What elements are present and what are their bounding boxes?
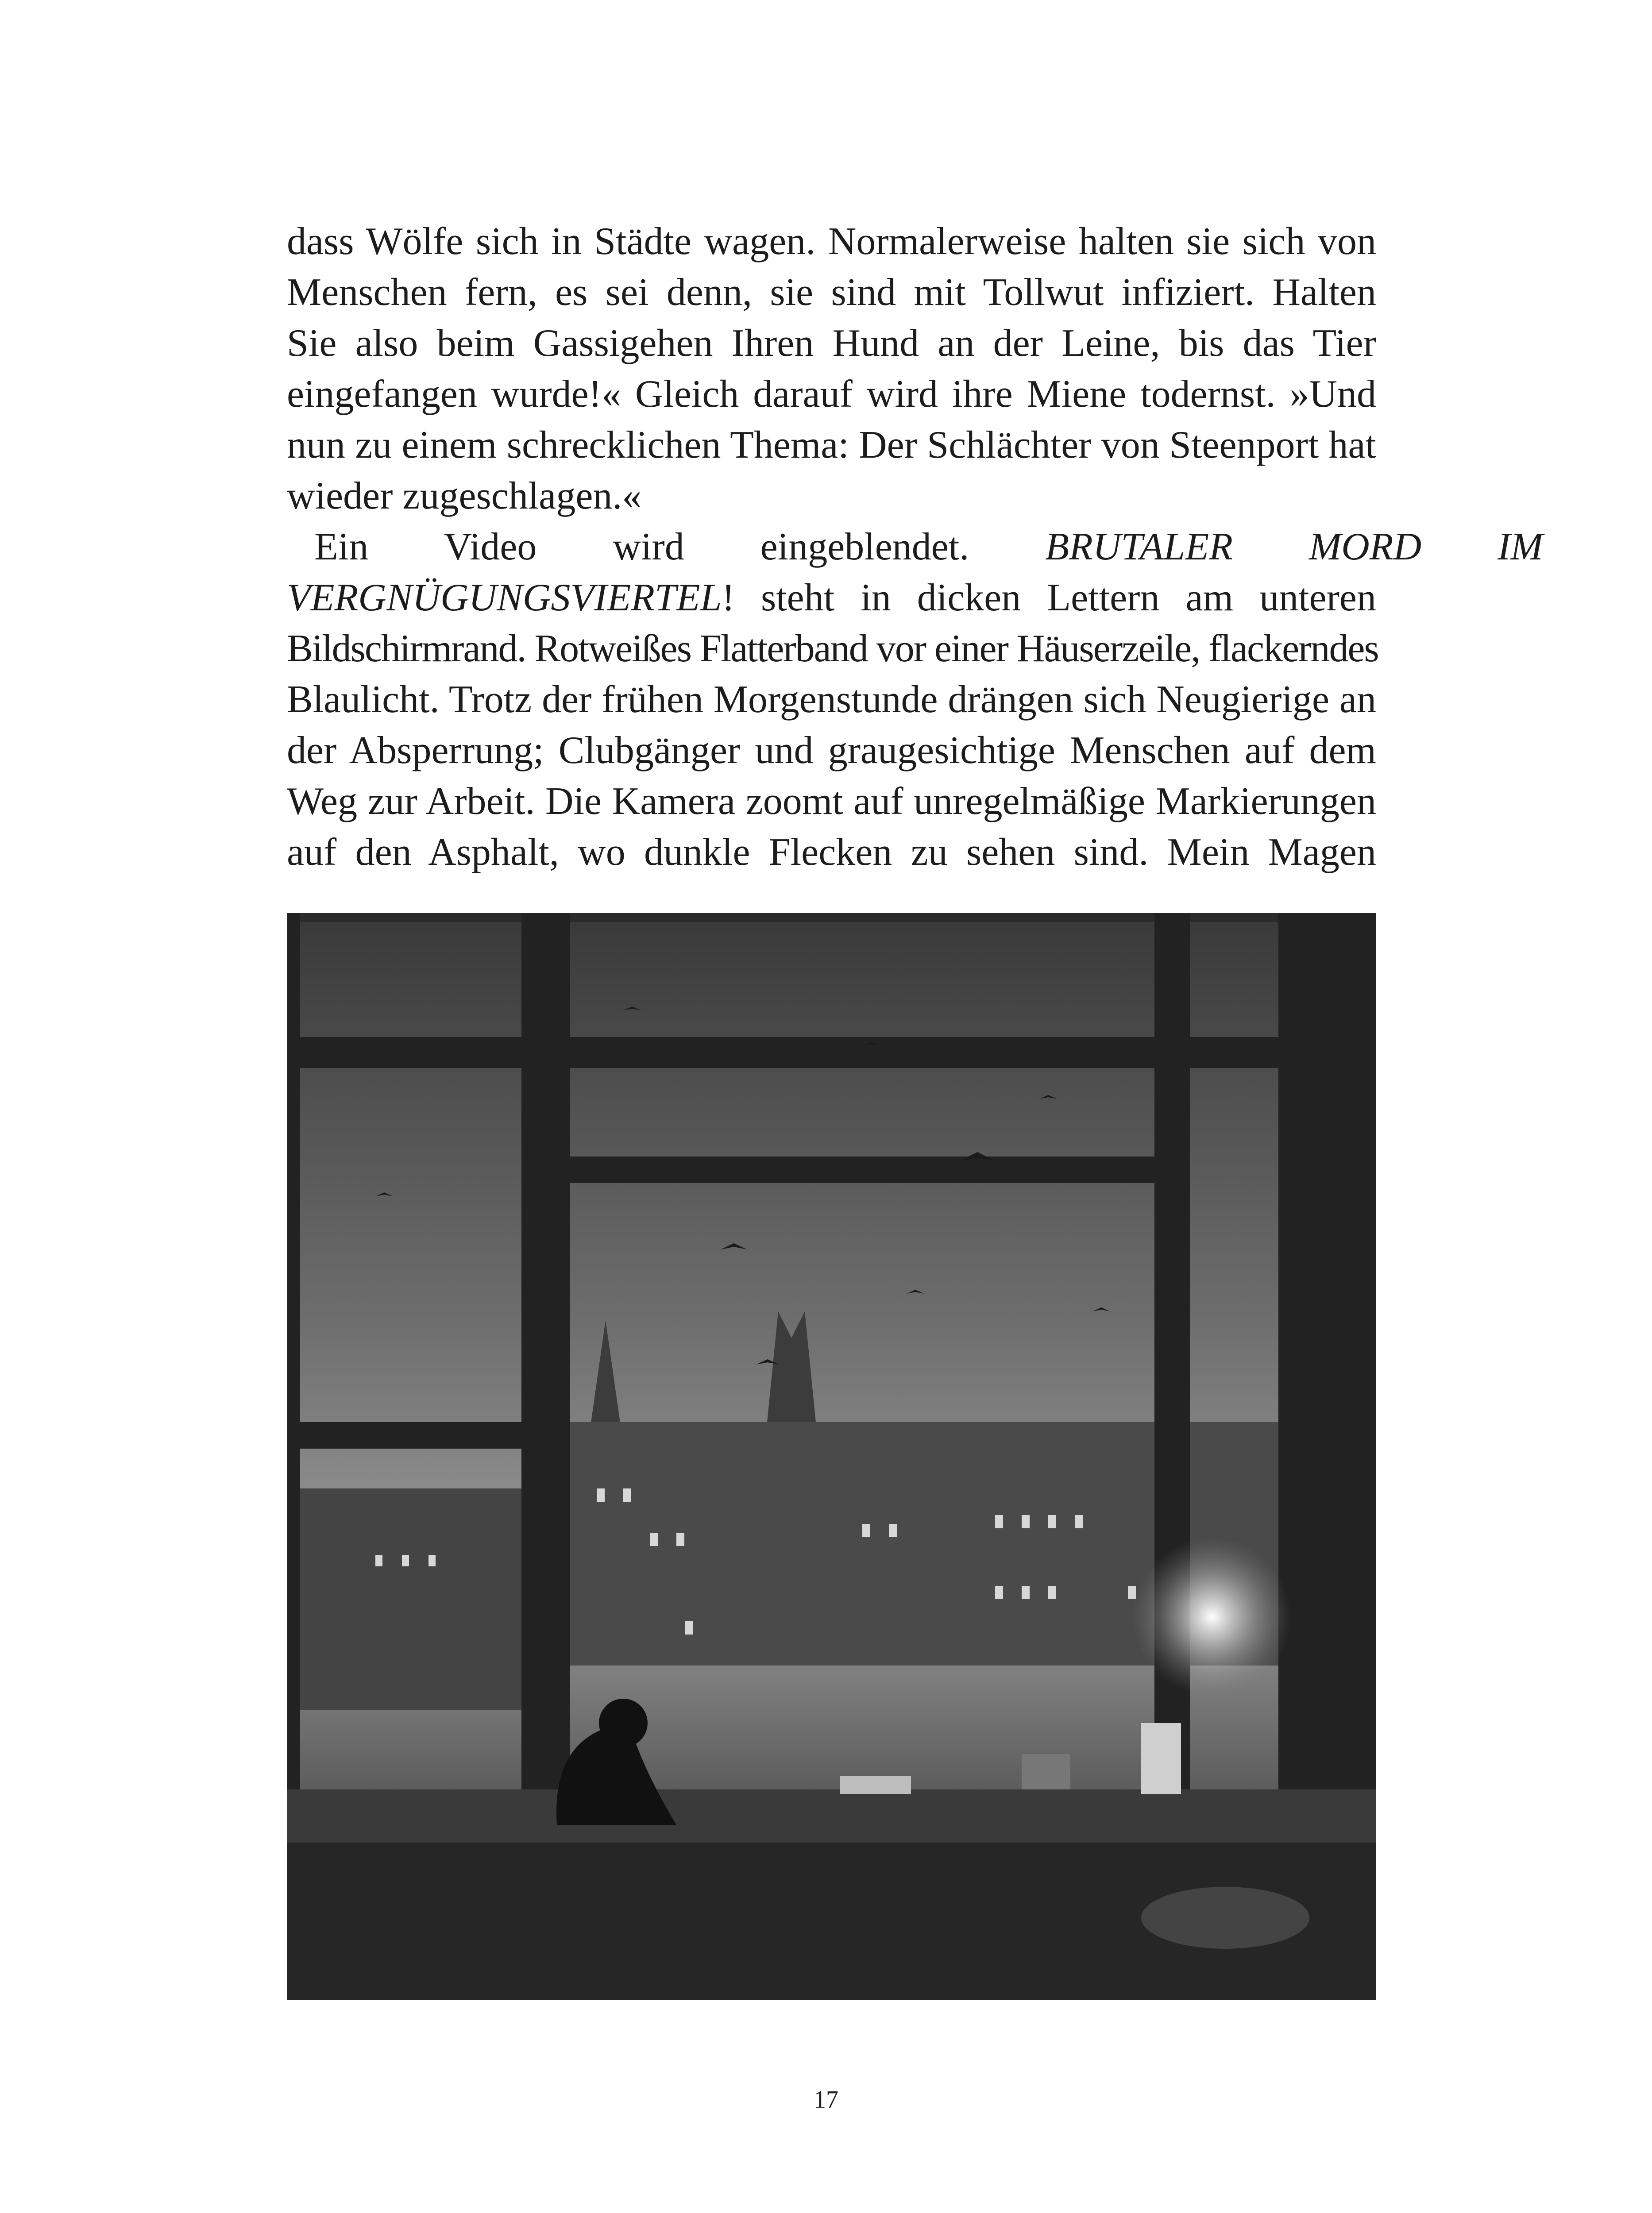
text-run: ! steht in dicken Lettern am unteren: [722, 576, 1376, 619]
headline-italic: VERGNÜGUNGSVIERTEL: [287, 576, 722, 619]
page-number: 17: [814, 2086, 838, 2113]
body-text: [287, 216, 1543, 878]
headline-italic: BRUTALER MORD IM: [1045, 525, 1543, 568]
text-line: Sie also beim Gassigehen Ihren Hund an der Leine, bis das Tier: [287, 322, 1376, 365]
figure-head: [599, 1699, 648, 1747]
text-line: eingefangen wurde!« Gleich darauf wird ihre Miene todernst. »Und: [287, 373, 1376, 416]
text-run: Ein Video wird eingeblendet.: [314, 525, 969, 568]
book-stack: [1141, 1723, 1181, 1794]
books: [840, 1776, 911, 1794]
text-line: auf den Asphalt, wo dunkle Flecken zu sehen sind. Mein Magen: [287, 831, 1376, 874]
text-line: Blaulicht. Trotz der frühen Morgenstunde drängen sich Neugierige an: [287, 678, 1376, 721]
lamp-glow: [1132, 1537, 1292, 1696]
text-line: dass Wölfe sich in Städte wagen. Normalerweise halten sie sich von: [287, 220, 1376, 263]
paragraph-2: [287, 521, 1543, 878]
text-line: Bildschirmrand. Rotweißes Flatterband vor einer Häuserzeile, flackerndes: [287, 627, 1378, 670]
paragraph-1: [287, 216, 1376, 521]
text-line: Weg zur Arbeit. Die Kamera zoomt auf unregelmäßige Markierungen: [287, 780, 1376, 823]
left-buildings: [300, 1488, 548, 1710]
illustration-night-window: [287, 913, 1376, 2000]
small-frame: [1022, 1754, 1070, 1789]
text-line: [287, 572, 1376, 623]
text-line: der Absperrung; Clubgänger und graugesichtige Menschen auf dem: [287, 729, 1376, 772]
text-line: [287, 521, 1543, 572]
text-line: wieder zugeschlagen.«: [287, 474, 642, 517]
text-line: Menschen fern, es sei denn, sie sind mit Tollwut infiziert. Halten: [287, 271, 1376, 314]
pillow: [1141, 1887, 1309, 1949]
illustration-svg: [287, 913, 1376, 2000]
text-line: nun zu einem schrecklichen Thema: Der Schlächter von Steenport hat: [287, 424, 1376, 467]
windowsill: [287, 1789, 1376, 1843]
